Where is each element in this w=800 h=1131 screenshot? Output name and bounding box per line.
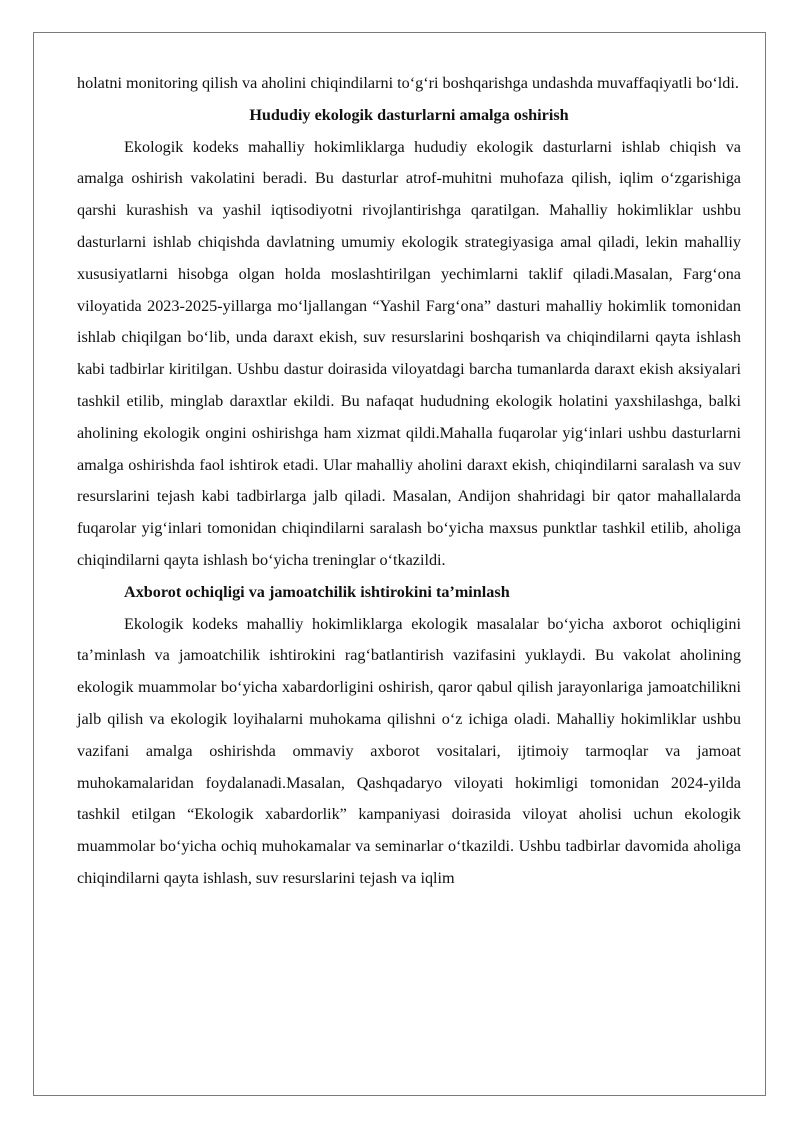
paragraph-regional-programs: Ekologik kodeks mahalliy hokimliklarga hududiy ekologik dasturlarni ishlab chiqish va amalga oshirish vakolatini beradi. Bu dasturlar atrof-muhitni muhofaza qilish, iqlim o‘zgarishiga qarshi kurashish va yashil iqtisodiyotni rivojlantirishga qaratilgan. Mahalliy hokimliklar ushbu dasturlarni ishlab chiqishda davlatning umumiy ekologik strategiyasiga amal qiladi, lekin mahalliy xususiyatlarni hisobga olgan holda moslashtirilgan yechimlarni taklif qiladi.Masalan, Farg‘ona viloyatida 2023-2025-yillarga mo‘ljallangan “Yashil Farg‘ona” dasturi mahalliy hokimlik tomonidan ishlab chiqilgan bo‘lib, unda daraxt ekish, suv resurslarini boshqarish va chiqindilarni qayta ishlash kabi tadbirlar kiritilgan. Ushbu dastur doirasida viloyatdagi barcha tumanlarda daraxt ekish aksiyalari tashkil etilib, minglab daraxtlar ekildi. Bu nafaqat hududning ekologik holatini yaxshilashga, balki aholining ekologik ongini oshirishga ham xizmat qildi.Mahalla fuqarolar yig‘inlari ushbu dasturlarni amalga oshirishda faol ishtirok etadi. Ular mahalliy aholini daraxt ekish, chiqindilarni saralash va suv resurslarini tejash kabi tadbirlarga jalb qiladi. Masalan, Andijon shahridagi bir qator mahallalarda fuqarolar yig‘inlari tomonidan chiqindilarni saralash bo‘yicha maxsus punktlar tashkil etilib, aholiga chiqindilarni qayta ishlash bo‘yicha treninglar o‘tkazildi. <box>77 137 741 569</box>
section-heading-regional-programs: Hududiy ekologik dasturlarni amalga oshirish <box>249 105 569 124</box>
paragraph-information-openness: Ekologik kodeks mahalliy hokimliklarga ekologik masalalar bo‘yicha axborot ochiqligini ta’minlash va jamoatchilik ishtirokini rag‘batlantirish vazifasini yuklaydi. Bu vakolat aholining ekologik muammolar bo‘yicha xabardorligini oshirish, qaror qabul qilish jarayonlariga jamoatchilikni jalb qilish va ekologik loyihalarni muhokama qilishni o‘z ichiga oladi. Mahalliy hokimliklar ushbu vazifani amalga oshirishda ommaviy axborot vositalari, ijtimoiy tarmoqlar va jamoat muhokamalaridan foydalanadi.Masalan, Qashqadaryo viloyati hokimligi tomonidan 2024-yilda tashkil etilgan “Ekologik xabardorlik” kampaniyasi doirasida viloyat aholisi uchun ekologik muammolar bo‘yicha ochiq muhokamalar va seminarlar o‘tkazildi. Ushbu tadbirlar davomida aholiga chiqindilarni qayta ishlash, suv resurslarini tejash va iqlim <box>77 614 741 887</box>
paragraph-continuation: holatni monitoring qilish va aholini chiqindilarni to‘g‘ri boshqarishga undashda muvaffaqiyatli bo‘ldi. <box>77 74 739 92</box>
document-body <box>77 68 741 895</box>
section-heading-information-openness: Axborot ochiqligi va jamoatchilik ishtirokini ta’minlash <box>124 582 510 601</box>
